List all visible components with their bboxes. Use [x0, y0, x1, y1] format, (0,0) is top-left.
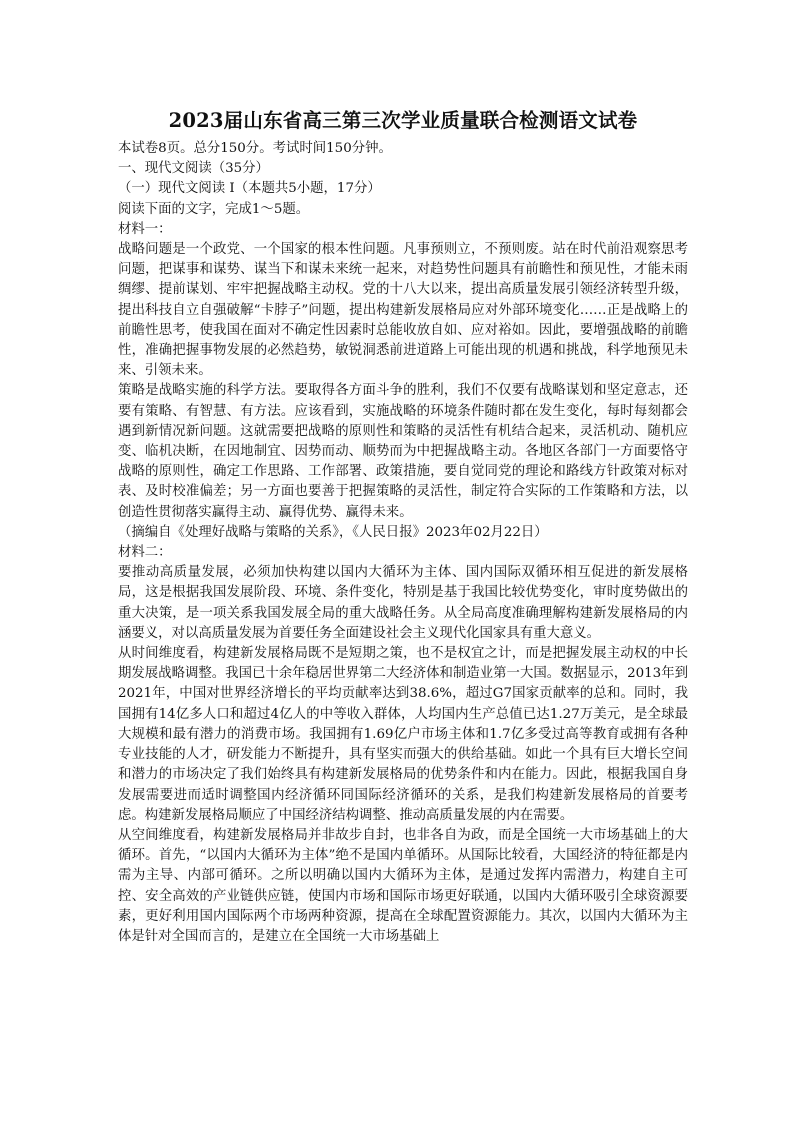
exam-meta: 本试卷8页。总分150分。考试时间150分钟。: [118, 141, 392, 156]
material-two-heading: 材料二：: [118, 545, 172, 561]
material-two-paragraph: 从空间维度看，构建新发展格局并非故步自封，也非各自为政，而是全国统一大市场基础上的大循环。首先，“以国内大循环为主体”绝不是国内单循环。从国际比较看，大国经济的特征都是内需为主导、内部可循环。之所以明确以国内大循环为主体，是通过发挥内需潜力，构建自主可控、安全高效的产业链供应链，使国内市场和国际市场更好联通，以国内大循环吸引全球资源要素，更好利用国内国际两个市场两种资源，提高在全球配置资源能力。其次，以国内大循环为主体是针对全国而言的，是建立在全国统一大市场基础上: [118, 827, 688, 944]
material-two-paragraph: 要推动高质量发展，必须加快构建以国内大循环为主体、国内国际双循环相互促进的新发展格局，这是根据我国发展阶段、环境、条件变化，特别是基于我国比较优势变化，审时度势做出的重大决策，是一项关系我国发展全局的重大战略任务。从全局高度准确理解构建新发展格局的内涵要义，对以高质量发展为首要任务全面建设社会主义现代化国家具有重大意义。: [118, 565, 688, 641]
material-two-paragraph: 从时间维度看，构建新发展格局既不是短期之策，也不是权宜之计，而是把握发展主动权的中长期发展战略调整。我国已十余年稳居世界第二大经济体和制造业第一大国。数据显示，2013年到2021年，中国对世界经济增长的平均贡献率达到38.6%，超过G7国家贡献率的总和。同时，我国拥有14亿多人口和超过4亿人的中等收入群体，人均国内生产总值已达1.27万美元，是全球最大规模和最有潜力的消费市场。我国拥有1.69亿户市场主体和1.7亿多受过高等教育或拥有各种专业技能的人才，研发能力不断提升，具有坚实而强大的供给基础。如此一个具有巨大增长空间和潜力的市场决定了我们始终具有构建新发展格局的优势条件和内在能力。因此，根据我国自身发展需要进而适时调整国内经济循环同国际经济循环的关系，是我们构建新发展格局的首要考虑。构建新发展格局顺应了中国经济结构调整、推动高质量发展的内在需要。: [118, 646, 688, 823]
material-one-heading: 材料一：: [118, 221, 172, 237]
material-one-paragraph: 策略是战略实施的科学方法。要取得各方面斗争的胜利，我们不仅要有战略谋划和坚定意志，还要有策略、有智慧、有方法。应该看到，实施战略的环境条件随时都在发生变化，每时每刻都会遇到新情况新问题。这就需要把战略的原则性和策略的灵活性有机结合起来，灵活机动、随机应变、临机决断，在因地制宜、因势而动、顺势而为中把握战略主动。各地区各部门一方面要恪守战略的原则性，确定工作思路、工作部署、政策措施，要自觉同党的理论和路线方针政策对标对表、及时校准偏差；另一方面也要善于把握策略的灵活性，制定符合实际的工作策略和方法，以创造性贯彻落实赢得主动、赢得优势、赢得未来。: [118, 383, 688, 520]
material-one-paragraph: 战略问题是一个政党、一个国家的根本性问题。凡事预则立，不预则废。站在时代前沿观察思考问题，把谋事和谋势、谋当下和谋未来统一起来，对趋势性问题具有前瞻性和预见性，才能未雨绸缪、提前谋划、牢牢把握战略主动权。党的十八大以来，提出高质量发展引领经济转型升级，提出科技自立自强破解“卡脖子”问题，提出构建新发展格局应对外部环境变化……正是战略上的前瞻性思考，使我国在面对不确定性因素时总能收放自如、应对裕如。因此，要增强战略的前瞻性，准确把握事物发展的必然趋势，敏锐洞悉前进道路上可能出现的机遇和挑战，科学地预见未来、引领未来。: [118, 242, 688, 379]
section-heading: 一、现代文阅读（35分）: [118, 161, 269, 177]
reading-instruction: 阅读下面的文字，完成1～5题。: [118, 201, 310, 217]
material-one-source: （摘编自《处理好战略与策略的关系》，《人民日报》2023年02月22日）: [118, 524, 548, 540]
subsection-heading: （一）现代文阅读 I（本题共5小题，17分）: [118, 181, 381, 197]
document-title: 2023届山东省高三第三次学业质量联合检测语文试卷: [168, 109, 638, 132]
exam-page: [118, 108, 688, 947]
